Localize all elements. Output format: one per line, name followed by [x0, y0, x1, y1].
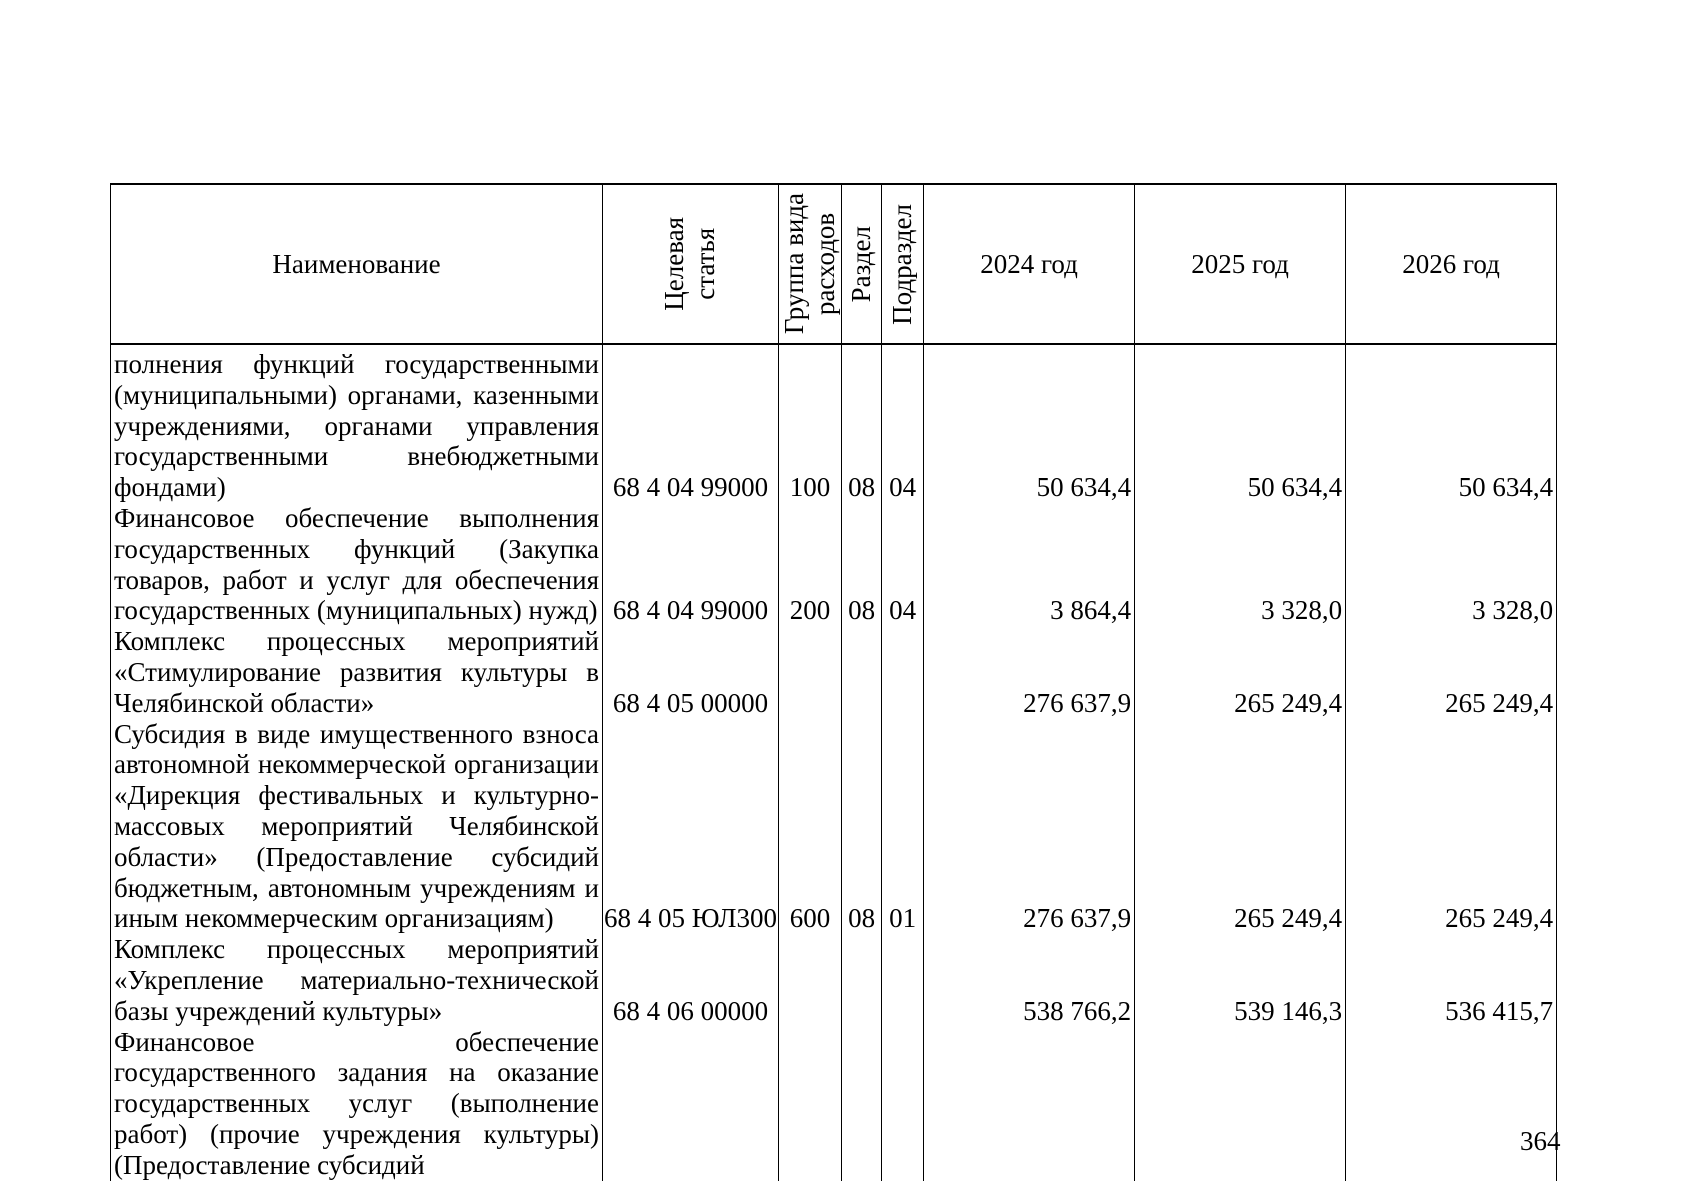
row-value-2026: 536 415,7 — [1346, 934, 1557, 1026]
header-2026: 2026 год — [1346, 184, 1557, 344]
row-value-2025: 265 249,4 — [1135, 626, 1346, 718]
header-expense-group — [779, 184, 842, 344]
row-target-article: 68 4 04 99000 — [603, 503, 779, 626]
table-row — [111, 503, 1557, 626]
row-expense-group: 600 — [779, 719, 842, 935]
header-subsection-text: Подраздел — [887, 203, 918, 325]
row-name: Финансовое обеспечение выполнения государственных функций (Закупка товаров, работ и услуг для обеспечения государственных (муниципальных) нужд) — [111, 503, 603, 626]
row-value-2024: 538 766,2 — [924, 934, 1135, 1026]
row-value-2026: 265 249,4 — [1346, 626, 1557, 718]
table-row — [111, 349, 1557, 503]
row-subsection: 04 — [882, 503, 924, 626]
table-row — [111, 719, 1557, 935]
row-expense-group — [779, 934, 842, 1026]
row-section: 08 — [842, 503, 882, 626]
row-value-2026 — [1346, 1027, 1557, 1181]
row-name: Комплекс процессных мероприятий «Укрепление материально-технической базы учреждений культуры» — [111, 934, 603, 1026]
row-section — [842, 626, 882, 718]
page-number: 364 — [1520, 1126, 1561, 1156]
row-section: 08 — [842, 349, 882, 503]
row-value-2024: 276 637,9 — [924, 719, 1135, 935]
row-value-2024: 50 634,4 — [924, 349, 1135, 503]
header-expense-group-text: Группа вида расходов — [779, 193, 841, 335]
row-section: 08 — [842, 719, 882, 935]
row-expense-group: 200 — [779, 503, 842, 626]
row-section — [842, 1027, 882, 1181]
budget-table — [110, 183, 1557, 1181]
row-value-2025 — [1135, 1027, 1346, 1181]
row-value-2025: 50 634,4 — [1135, 349, 1346, 503]
row-subsection: 04 — [882, 349, 924, 503]
row-subsection — [882, 1027, 924, 1181]
row-subsection: 01 — [882, 719, 924, 935]
header-target-article — [603, 184, 779, 344]
row-value-2026: 50 634,4 — [1346, 349, 1557, 503]
row-value-2025: 3 328,0 — [1135, 503, 1346, 626]
table-row — [111, 626, 1557, 718]
row-value-2026: 3 328,0 — [1346, 503, 1557, 626]
row-expense-group — [779, 626, 842, 718]
row-section — [842, 934, 882, 1026]
header-2024: 2024 год — [924, 184, 1135, 344]
row-name: полнения функций государственными (муниципальными) органами, казенными учреждениями, органами управления государственными внебюджетными фондами) — [111, 349, 603, 503]
row-value-2024: 276 637,9 — [924, 626, 1135, 718]
row-target-article — [603, 1027, 779, 1181]
row-expense-group — [779, 1027, 842, 1181]
row-target-article: 68 4 05 ЮЛ300 — [603, 719, 779, 935]
header-subsection — [882, 184, 924, 344]
row-target-article: 68 4 06 00000 — [603, 934, 779, 1026]
header-section-text: Раздел — [846, 225, 877, 303]
row-name: Комплекс процессных мероприятий «Стимулирование развития культуры в Челябинской области» — [111, 626, 603, 718]
header-target-article-text: Целевая статья — [659, 217, 721, 311]
row-value-2024 — [924, 1027, 1135, 1181]
row-value-2024: 3 864,4 — [924, 503, 1135, 626]
table-row — [111, 934, 1557, 1026]
header-name: Наименование — [111, 184, 603, 344]
row-name: Субсидия в виде имущественного взноса автономной некоммерческой организации «Дирекция фестивальных и культурно-массовых мероприятий Челябинской области» (Предоставление субсидий бюджетным, автономным учреждениям и иным некоммерческим организациям) — [111, 719, 603, 935]
table-row — [111, 1027, 1557, 1181]
row-value-2026: 265 249,4 — [1346, 719, 1557, 935]
row-name: Финансовое обеспечение государственного задания на оказание государственных услуг (выполнение работ) (прочие учреждения культуры) (Предоставление субсидий — [111, 1027, 603, 1181]
header-section — [842, 184, 882, 344]
row-value-2025: 265 249,4 — [1135, 719, 1346, 935]
row-target-article: 68 4 05 00000 — [603, 626, 779, 718]
row-value-2025: 539 146,3 — [1135, 934, 1346, 1026]
table-header-row — [111, 184, 1557, 344]
row-subsection — [882, 626, 924, 718]
header-2025: 2025 год — [1135, 184, 1346, 344]
row-expense-group: 100 — [779, 349, 842, 503]
row-subsection — [882, 934, 924, 1026]
row-target-article: 68 4 04 99000 — [603, 349, 779, 503]
